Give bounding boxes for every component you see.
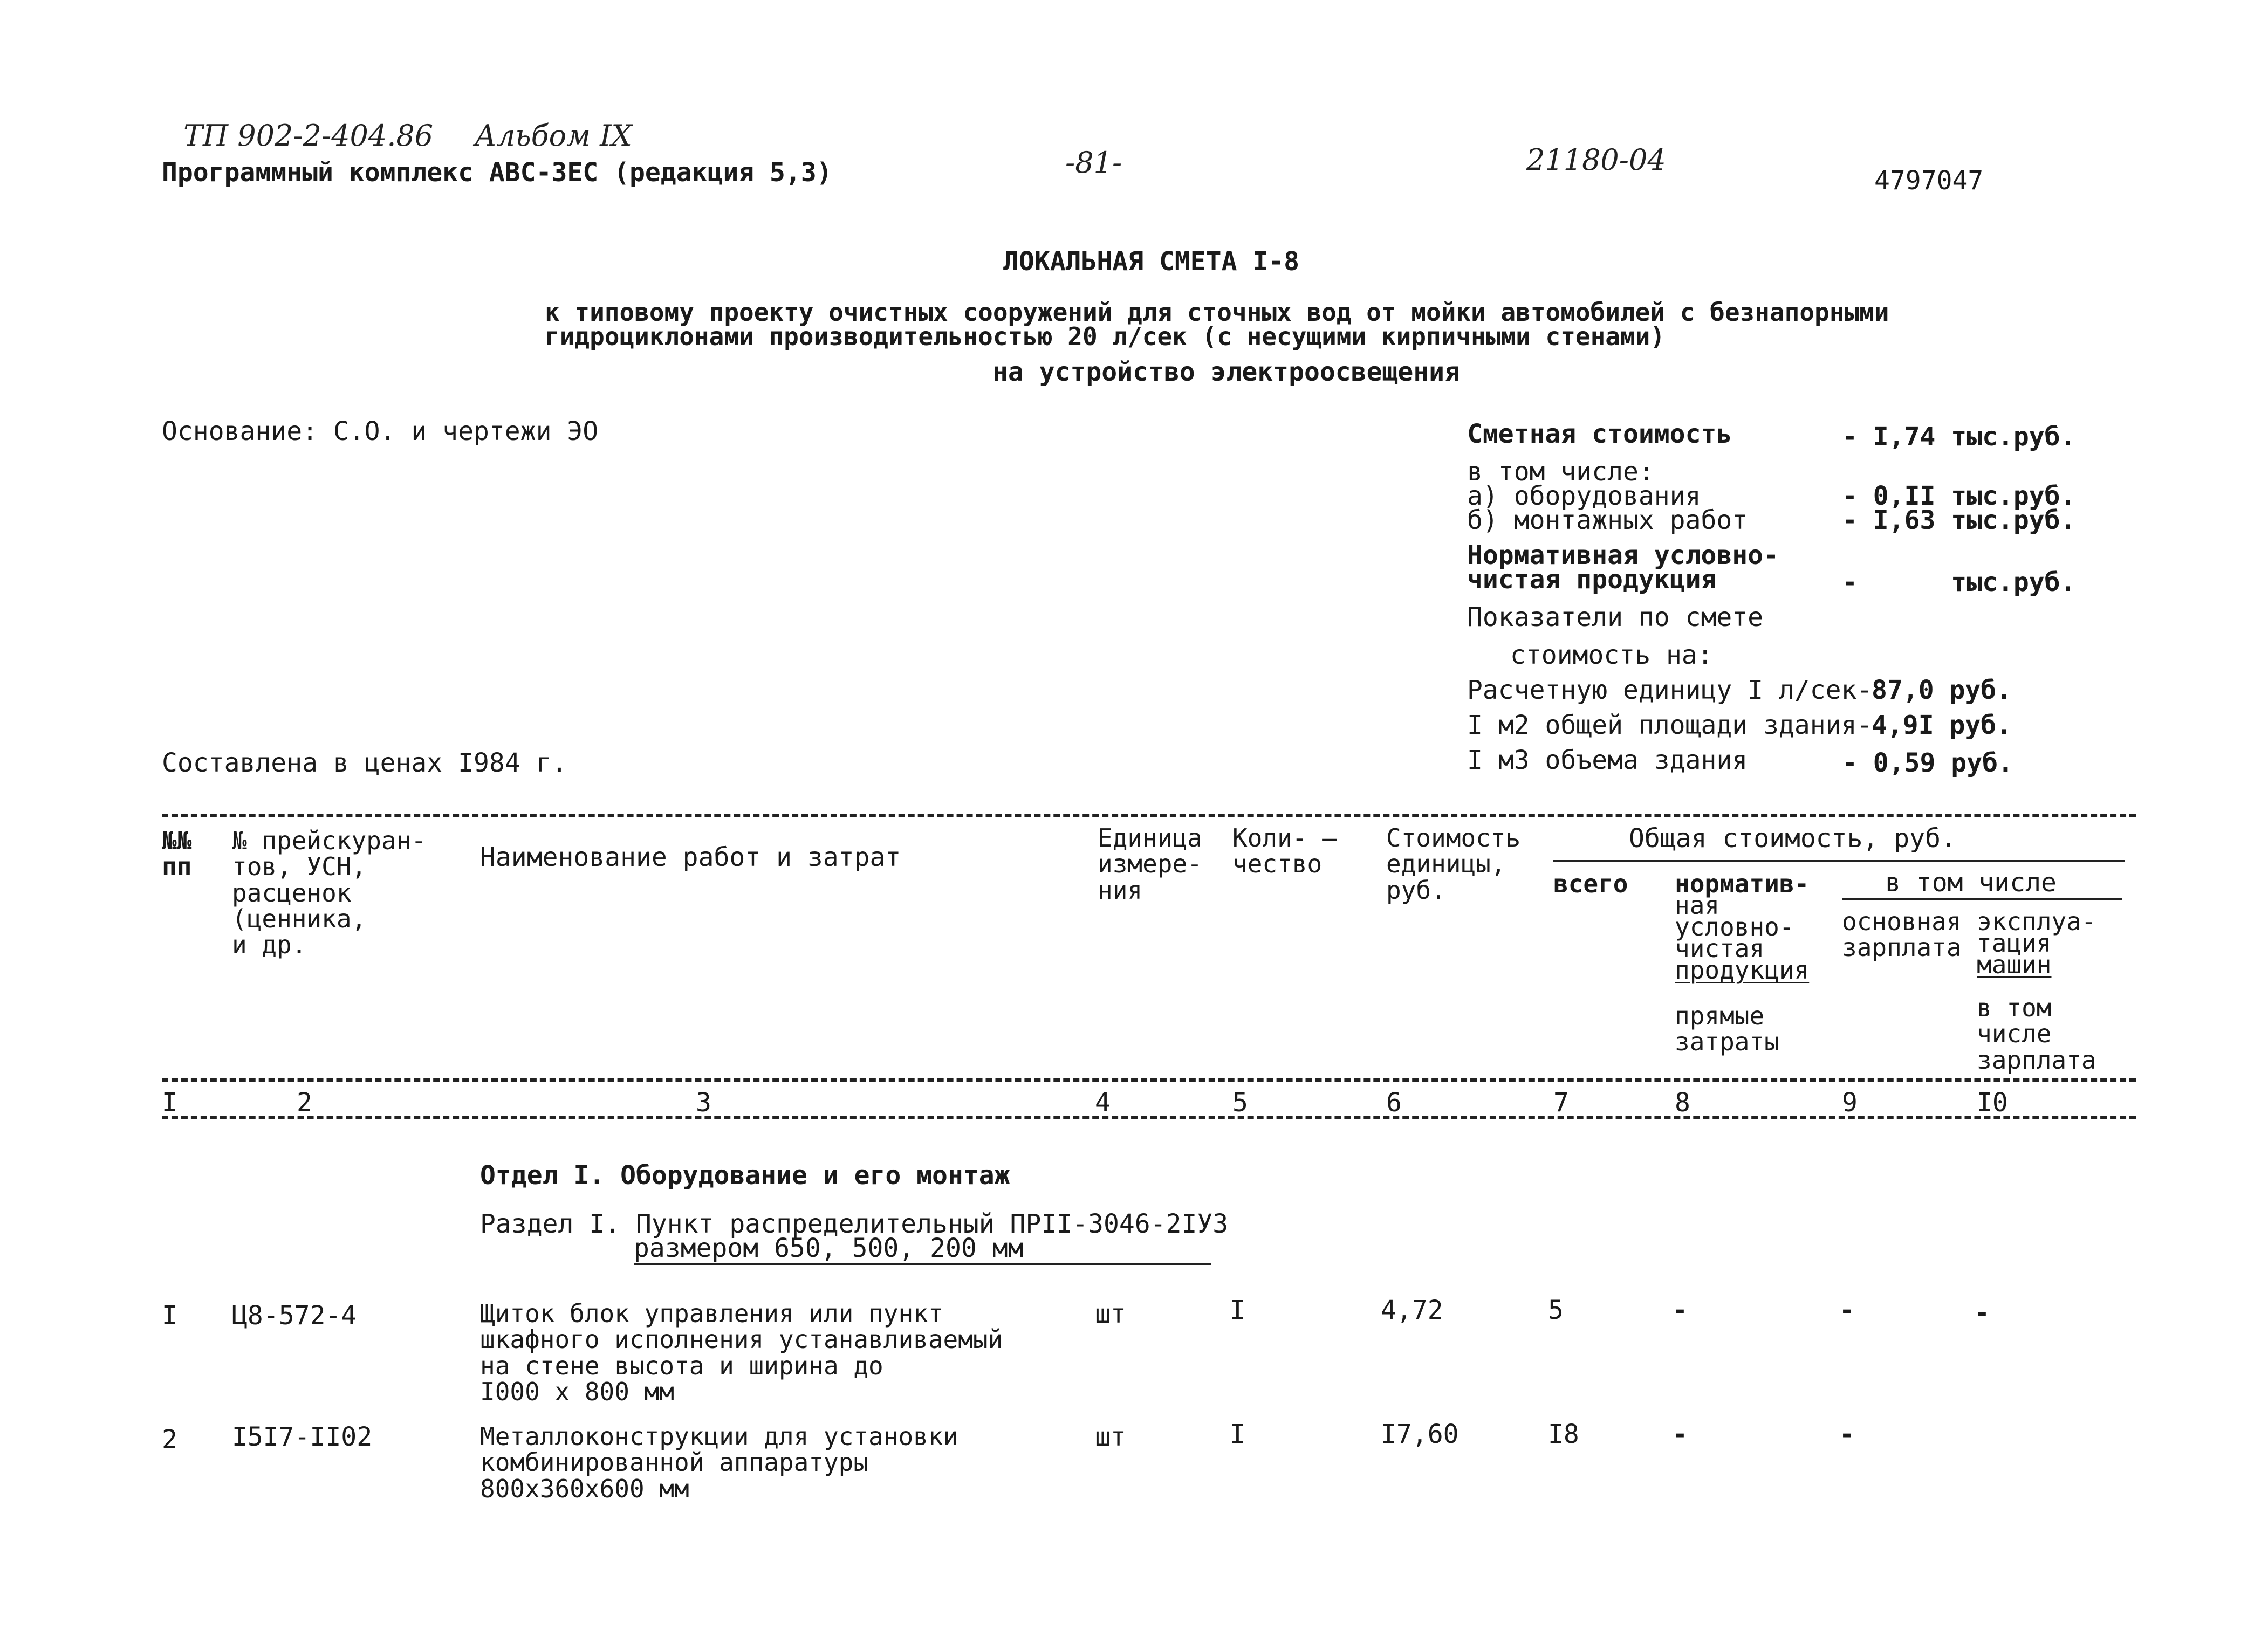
column-number: 7 (1553, 1088, 1569, 1118)
volume-cost-value: - 0,59 руб. (1842, 748, 2013, 778)
cost-per-label: стоимость на: (1510, 640, 1713, 670)
row-col-8: - (1672, 1295, 1688, 1325)
header-col-7: всего (1553, 869, 1628, 898)
column-number: 3 (696, 1088, 711, 1118)
header-including: в том числе (1885, 868, 2057, 898)
column-number: I0 (1977, 1088, 2008, 1118)
header-col-6: Стоимость единицы, руб. (1386, 823, 1521, 905)
razdel-underline (634, 1263, 1211, 1265)
volume-cost-label: I м3 объема здания (1467, 745, 1748, 775)
installation-label: б) монтажных работ (1467, 505, 1748, 535)
row-name: Металлоконструкции для установки комбинированной аппаратуры 800х360х600 мм (480, 1422, 958, 1503)
indicators-label: Показатели по смете (1467, 602, 1764, 632)
header-col-8-bottom: прямые затраты (1675, 1001, 1779, 1057)
unit-cost-value: 87,0 руб. (1872, 675, 2012, 705)
title-line-1: к типовому проекту очистных сооружений для сточных вод от мойки автомобилей с безнапорными (545, 298, 1889, 327)
row-col-9: - (1839, 1419, 1855, 1449)
razdel-heading-line-1: Раздел I. Пункт распределительный ПРII-3046-2IУ3 (480, 1209, 1229, 1239)
column-number: 5 (1232, 1088, 1248, 1118)
normative-label-2: чистая продукция (1467, 565, 1717, 595)
including-label: в том числе: (1467, 457, 1654, 487)
row-quantity: I (1230, 1295, 1245, 1325)
header-col-8-line-5: продукция (1675, 955, 1810, 985)
header-col-5: Коли- — чество (1232, 823, 1337, 879)
column-number: I (162, 1088, 177, 1118)
including-rule (1842, 898, 2122, 900)
header-bottom-rule (162, 1078, 2136, 1082)
row-number: I (162, 1301, 177, 1331)
unit-cost-label: Расчетную единицу I л/сек- (1467, 675, 1873, 705)
header-col-10-line-3: машин (1977, 950, 2052, 979)
prices-year: Составлена в ценах I984 г. (162, 748, 567, 778)
normative-value: - тыс.руб. (1842, 567, 2076, 597)
header-col-10-line-1: эксплуа- (1977, 907, 2096, 936)
album-handwritten: Альбом IX (475, 119, 632, 153)
installation-value: - I,63 тыс.руб. (1842, 505, 2076, 535)
row-col-8: - (1672, 1419, 1688, 1449)
header-col-8-line-3: условно- (1675, 912, 1794, 941)
column-number: 8 (1675, 1088, 1690, 1118)
row-total: I8 (1548, 1419, 1579, 1449)
program-header: Программный комплекс АВС-ЗЕС (редакция 5,3) (162, 157, 832, 188)
document-number: 4797047 (1874, 166, 1984, 196)
header-col-8-line-1: норматив- (1675, 869, 1810, 898)
row-unit: шт (1095, 1299, 1126, 1329)
column-number: 4 (1095, 1088, 1111, 1118)
header-total-cost: Общая стоимость, руб. (1629, 823, 1956, 854)
column-number: 2 (297, 1088, 312, 1118)
column-number: 9 (1842, 1088, 1858, 1118)
page-number-handwritten: -81- (1065, 146, 1122, 180)
razdel-heading-line-2: размером 650, 500, 200 мм (634, 1233, 1024, 1263)
header-col-8-line-2: ная (1675, 891, 1720, 920)
sheet-code-handwritten: 21180-04 (1526, 143, 1666, 177)
numbers-bottom-rule (162, 1116, 2136, 1119)
header-col-10-line-2: тация (1977, 929, 2052, 958)
row-quantity: I (1230, 1419, 1245, 1449)
equipment-label: а) оборудования (1467, 481, 1701, 511)
title-line-3: на устройство электроосвещения (992, 357, 1460, 387)
column-number: 6 (1386, 1088, 1402, 1118)
header-col-2: № прейскуран- тов, УСН, расценок (ценника, и др. (232, 826, 427, 960)
row-name: Щиток блок управления или пункт шкафного исполнения устанавливаемый на стене высота и ширина до I000 х 800 мм (480, 1299, 1003, 1406)
header-col-4: Единица измере- ния (1098, 823, 1202, 905)
estimate-cost-value: - I,74 тыс.руб. (1842, 422, 2076, 452)
row-col-9: - (1839, 1295, 1855, 1325)
page-title: ЛОКАЛЬНАЯ СМЕТА I-8 (1003, 246, 1300, 277)
basis-label: Основание: С.О. и чертежи ЭО (162, 416, 599, 446)
header-col-8-line-4: чистая (1675, 934, 1765, 963)
estimate-cost-label: Сметная стоимость (1467, 419, 1732, 449)
header-col-3: Наименование работ и затрат (480, 842, 901, 872)
area-cost-label: I м2 общей площади здания- (1467, 710, 1873, 740)
title-line-2: гидроциклонами производительностью 20 л/сек (с несущими кирпичными стенами) (545, 322, 1666, 351)
row-unit-price: I7,60 (1381, 1419, 1459, 1449)
department-heading: Отдел I. Оборудование и его монтаж (480, 1160, 1010, 1191)
header-col-1: №№ пп (162, 826, 192, 882)
project-code-handwritten: ТП 902-2-404.86 (183, 119, 434, 153)
table-top-rule (162, 814, 2136, 817)
row-total: 5 (1548, 1295, 1564, 1325)
row-code: I5I7-II02 (232, 1422, 373, 1452)
row-code: Ц8-572-4 (232, 1301, 357, 1331)
row-unit-price: 4,72 (1381, 1295, 1443, 1325)
row-number: 2 (162, 1425, 177, 1455)
row-col-10: - (1974, 1298, 1990, 1328)
total-cost-rule (1553, 860, 2125, 862)
equipment-value: - 0,II тыс.руб. (1842, 481, 2076, 511)
header-col-10-bottom: в том числе зарплата (1977, 993, 2096, 1075)
row-unit: шт (1095, 1422, 1126, 1452)
area-cost-value: 4,9I руб. (1872, 710, 2012, 740)
normative-label-1: Нормативная условно- (1467, 540, 1779, 570)
header-col-9: основная зарплата (1842, 907, 1962, 962)
